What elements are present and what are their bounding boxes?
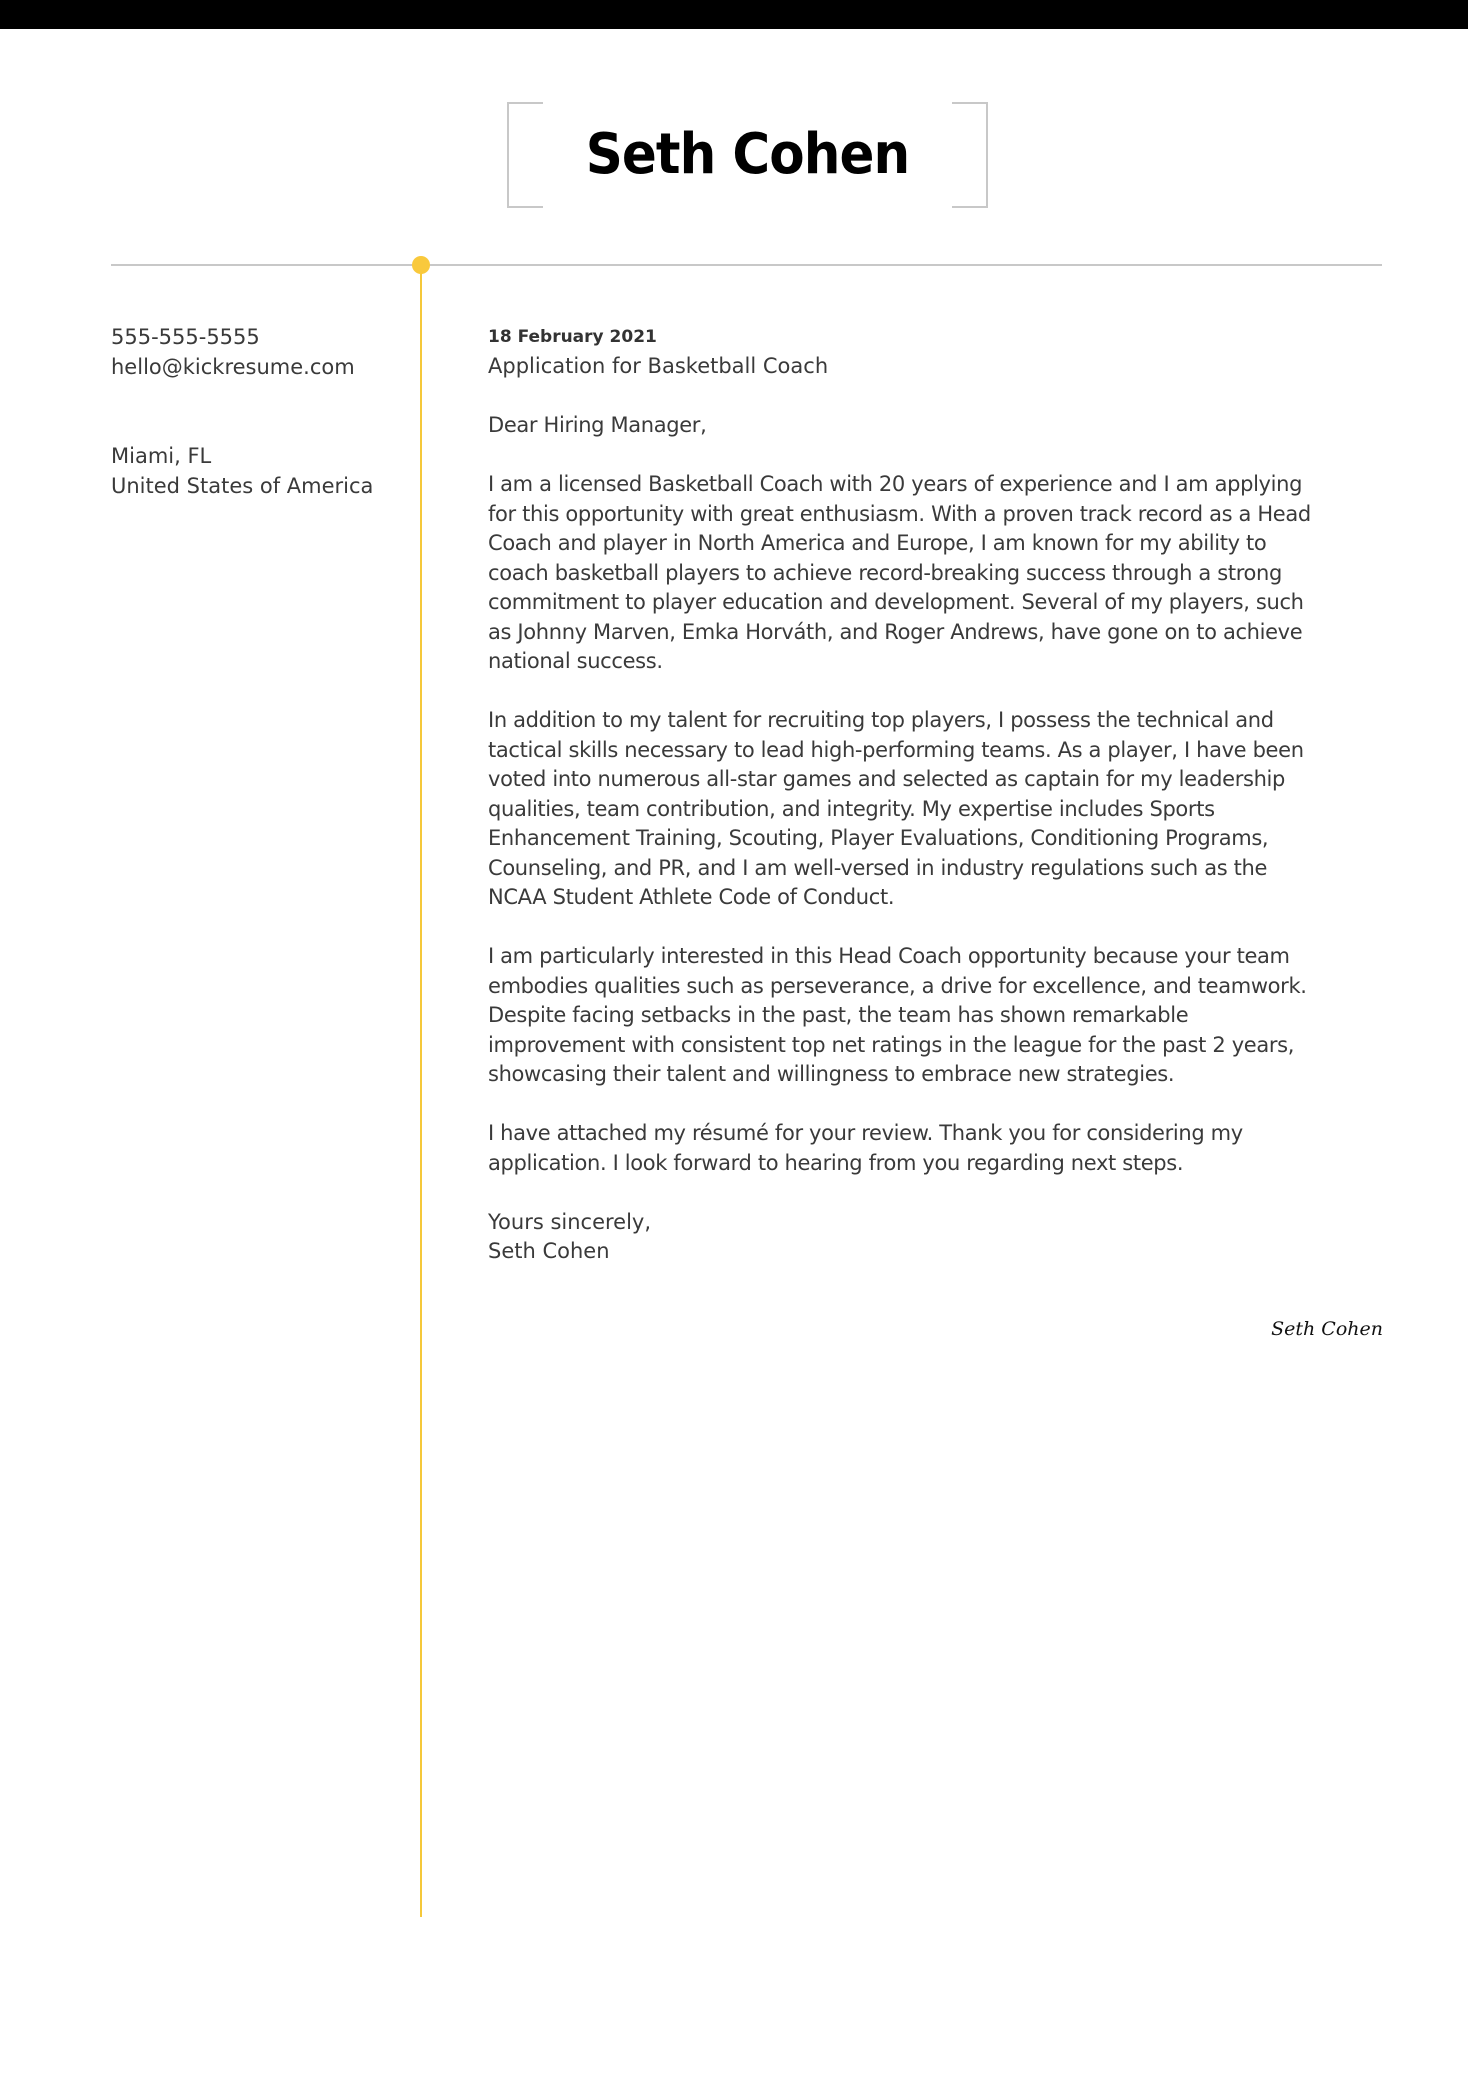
contact-sidebar	[111, 322, 401, 501]
paragraph-line: commitment to player education and development. Several of my players, such	[488, 590, 1304, 614]
paragraph-line: national success.	[488, 649, 663, 673]
phone-number: 555-555-5555	[111, 325, 260, 349]
letter-subject: Application for Basketball Coach	[488, 354, 829, 378]
paragraph-line: as Johnny Marven, Emka Horváth, and Roger Andrews, have gone on to achieve	[488, 619, 1303, 644]
closing-block	[488, 1208, 1388, 1267]
salutation: Dear Hiring Manager,	[488, 413, 707, 437]
closing-phrase: Yours sincerely,	[488, 1209, 652, 1234]
top-bar	[0, 0, 1468, 29]
paragraph-line: embodies qualities such as perseverance, a drive for excellence, and teamwork.	[488, 973, 1307, 998]
paragraph-line: NCAA Student Athlete Code of Conduct.	[488, 885, 895, 909]
accent-dot-icon	[412, 256, 430, 274]
name-header	[507, 102, 988, 208]
paragraph-line: for this opportunity with great enthusiasm. With a proven track record as a Head	[488, 501, 1311, 526]
paragraph-line: In addition to my talent for recruiting top players, I possess the technical and	[488, 708, 1274, 732]
paragraph-line: tactical skills necessary to lead high-performing teams. As a player, I have been	[488, 737, 1304, 762]
letter-body	[488, 322, 1388, 1267]
paragraph-line: Enhancement Training, Scouting, Player Evaluations, Conditioning Programs,	[488, 826, 1269, 850]
paragraph-line: I am a licensed Basketball Coach with 20 years of experience and I am applying	[488, 472, 1303, 496]
paragraph-line: showcasing their talent and willingness to embrace new strategies.	[488, 1062, 1175, 1086]
applicant-name: Seth Cohen	[585, 122, 910, 187]
paragraph-line: Despite facing setbacks in the past, the team has shown remarkable	[488, 1003, 1189, 1027]
handwritten-signature: Seth Cohen	[1271, 1318, 1383, 1340]
paragraph-2	[488, 706, 1388, 913]
paragraph-3	[488, 942, 1388, 1090]
paragraph-1	[488, 470, 1388, 677]
country: United States of America	[111, 474, 374, 498]
letter-date: 18 February 2021	[488, 327, 657, 347]
paragraph-line: coach basketball players to achieve record-breaking success through a strong	[488, 560, 1282, 585]
vertical-accent-line	[420, 265, 422, 1917]
paragraph-line: voted into numerous all-star games and selected as captain for my leadership	[488, 767, 1286, 791]
horizontal-divider	[111, 264, 1382, 266]
paragraph-4	[488, 1119, 1388, 1178]
city: Miami, FL	[111, 444, 212, 468]
paragraph-line: I am particularly interested in this Head Coach opportunity because your team	[488, 944, 1290, 968]
email-address: hello@kickresume.com	[111, 355, 355, 379]
paragraph-line: Coach and player in North America and Europe, I am known for my ability to	[488, 531, 1267, 555]
paragraph-line: I have attached my résumé for your review. Thank you for considering my	[488, 1121, 1243, 1145]
paragraph-line: application. I look forward to hearing from you regarding next steps.	[488, 1150, 1184, 1175]
paragraph-line: improvement with consistent top net ratings in the league for the past 2 years,	[488, 1032, 1295, 1057]
sender-name: Seth Cohen	[488, 1239, 610, 1263]
paragraph-line: qualities, team contribution, and integrity. My expertise includes Sports	[488, 796, 1215, 821]
paragraph-line: Counseling, and PR, and I am well-versed in industry regulations such as the	[488, 855, 1268, 880]
